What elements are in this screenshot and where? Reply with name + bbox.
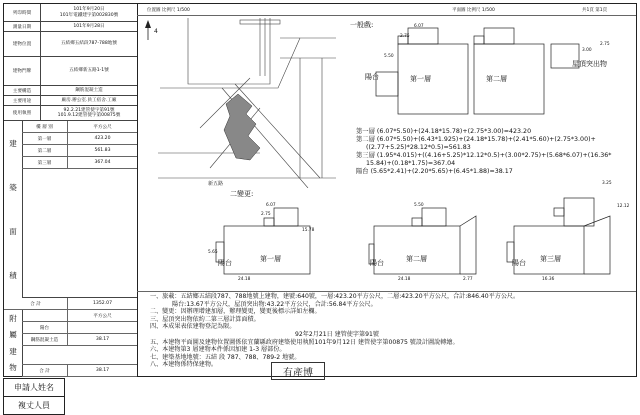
formula-balcony: 陽台 (5.65*2.41)+(2.20*5.65)+(6.45*1.88)=38.17 (356, 168, 513, 175)
area-floor: 第一層 (22, 133, 68, 144)
change-heading: 二變更: (230, 190, 254, 198)
vlabel-char: 積 (9, 270, 17, 280)
info-row-permit (4, 106, 137, 121)
note-line: 四、本成果表依建物登記為限。 (150, 323, 236, 331)
vlabel-char: 屬 (9, 330, 17, 340)
annex-header (22, 310, 137, 322)
area-floor: 第三層 (22, 157, 68, 168)
dim-top-c: 2.75 (400, 34, 410, 39)
applicant-name-field: 申請人姓名 (3, 378, 65, 397)
site-map-drawing (140, 18, 336, 188)
dim-mid-c: 2.75 (261, 212, 271, 217)
dim-top-b: 5.50 (384, 54, 394, 59)
label-balcony-4: 陽台 (512, 259, 526, 267)
notes-rule (137, 291, 636, 292)
site-map (140, 18, 336, 188)
note-line: 一、旅載：五結鄉五結段787、788地號上建物，建號:640號，一層:423.20平方公尺，二層:423.20平方公尺，合計:846.40平方公尺。 (150, 293, 520, 300)
label-floor3: 第三層 (540, 255, 561, 263)
vlabel-char: 建 (9, 346, 17, 356)
area-row (22, 133, 137, 145)
dim-h2: 2.77 (463, 277, 473, 282)
dim-w2: 24.18 (398, 277, 411, 282)
note-line: 六、本建物第3 層建物本件係因加建 1-3 層部份。 (150, 346, 286, 354)
note-line: 二、變更：因辦理增建加層，辦理變更，變更後標示詳如左欄。 (150, 308, 321, 316)
info-label: 建物位置 (4, 32, 41, 56)
area-total-value: 1352.07 (93, 301, 112, 306)
plan-label: 平面圖 比例尺 1/500 (452, 8, 495, 13)
note-line: 五、本建物平面圖及建物位置圖係依宜蘭縣政府建築使用執照101年9月12日 建管使字第00875 號設計圖說轉繪。 (150, 338, 459, 346)
formula-floor2-cont: ((2.77+5.25)*28.12*0.5)=561.83 (366, 144, 471, 151)
info-value: 廠房.辦公室.員工宿舍.工廠 (61, 97, 117, 103)
note-line: 92年2月21日 建管使字第91號 (295, 331, 379, 339)
dim-mid-a: 6.07 (266, 203, 276, 208)
area-value: 423.20 (94, 136, 111, 141)
vlabel-char: 附 (9, 313, 17, 323)
location-map-label: 位置圖 比例尺 1/500 (147, 8, 190, 13)
info-value: 五結鄉新五路1-1號 (69, 68, 109, 74)
info-row-structure (4, 86, 137, 96)
info-value: 101年9月28日 (73, 23, 105, 29)
area-floor: 第二層 (22, 145, 68, 156)
annex-floor: 鋼筋混凝土造 (22, 334, 68, 345)
surveyor-field: 複丈人員 (3, 396, 65, 415)
dim-roof-h: 3.00 (582, 48, 592, 53)
dim-mid-b: 5.50 (414, 203, 424, 208)
annex-row (22, 322, 137, 334)
dim-top-a: 6.07 (414, 24, 424, 29)
label-balcony-2: 陽台 (218, 259, 232, 267)
info-label: 主要構造 (4, 86, 41, 95)
annex-header-unit: 平方公尺 (93, 313, 112, 319)
info-value: 鋼筋混凝土造 (75, 87, 103, 93)
north-arrow-label: 4 (154, 28, 158, 35)
road-label: 新五路 (208, 181, 224, 187)
vlabel-char: 建 (9, 138, 17, 148)
label-floor2-b: 第二層 (406, 255, 427, 263)
info-row-print (4, 4, 137, 22)
note-line: 陽台:13.67平方公尺，屋頂突出物:43.22平方公尺，合計:56.84平方公尺。 (172, 300, 377, 308)
area-value: 561.83 (94, 148, 111, 153)
note-line: 七、建築基地地號：五結 段 787、788、789-2 地號。 (150, 353, 301, 361)
info-row-use (4, 96, 137, 106)
annex-total-row (22, 365, 137, 377)
info-label: 主要用途 (4, 96, 41, 105)
label-floor1-a: 第一層 (410, 75, 431, 83)
label-balcony-3: 陽台 (370, 259, 384, 267)
formula-floor3-cont: 15.84)+(0.18*1.75)=367.04 (366, 160, 456, 167)
annex-vertical-label (4, 310, 23, 376)
page-label: 共1頁 第1頁 (582, 8, 608, 13)
area-row (22, 145, 137, 157)
annex-total-label: 合 計 (22, 365, 68, 376)
annex-value: 38.17 (95, 337, 110, 342)
area-vertical-label (4, 121, 23, 297)
area-header-floor: 樓 層 別 (22, 121, 68, 132)
formula-floor2: 第二層 (6.07*5.50)+(6.43*1.925)+(24.18*15.78)+(2.41*5.60)+(2.75*3.00)+ (356, 136, 596, 143)
info-value: 92.2.21建管使字第91號 101.9.12建管使字第00875號 (57, 107, 121, 118)
formula-floor3: 第三層 (1.95*4.015)+((4.16+5.25)*12.12*0.5)+(3.00*2.75)+(5.68*6.07)+(16.36* (356, 152, 612, 159)
area-total-label: 合 計 (4, 298, 68, 309)
area-row (22, 157, 137, 169)
dim-h1: 5.65 (208, 250, 218, 255)
annex-blank (22, 346, 137, 365)
vlabel-char: 面 (9, 226, 17, 236)
dim-right-a: 3.25 (602, 181, 612, 186)
header-rule (137, 15, 636, 16)
note-line: 三、屋頂突出物依約二第三層計算面積。 (150, 315, 260, 323)
info-panel (4, 4, 138, 376)
dim-side: 15.78 (302, 228, 315, 233)
formula-floor1: 第一層 (6.07*5.50)+(24.18*15.78)+(2.75*3.00)=423.20 (356, 128, 532, 135)
dim-right-b: 12.12 (617, 204, 630, 209)
vlabel-char: 築 (9, 182, 17, 192)
info-value: 五結鄉五結段787-788地號 (61, 41, 117, 47)
label-roof: 屋頂突出物 (572, 60, 607, 68)
info-label: 測量日期 (4, 22, 41, 31)
note-line: 八、本建物係特保建物。 (150, 361, 218, 369)
info-row-location (4, 32, 137, 57)
dim-w1: 24.18 (238, 277, 251, 282)
area-header (22, 121, 137, 133)
annex-row (22, 334, 137, 346)
annex-floor: 陽台 (22, 322, 68, 333)
plan-bottom-drawing (214, 194, 636, 286)
annex-total-value: 38.17 (95, 368, 110, 373)
notes-block (150, 293, 519, 369)
annex-header-floor (22, 310, 68, 321)
survey-sheet (3, 3, 637, 377)
info-value: 101年9月20日 101年電鐵建字第002830號 (59, 7, 119, 18)
area-header-unit: 平方公尺 (93, 124, 112, 130)
info-label: 使用執照 (4, 106, 41, 120)
info-label: 列印時間 (4, 4, 41, 21)
info-row-address (4, 57, 137, 86)
dim-roof-w: 2.75 (600, 42, 610, 47)
seal-stamp: 有產博 (271, 362, 325, 380)
label-floor1-b: 第一層 (260, 255, 281, 263)
dim-w3: 16.36 (542, 277, 555, 282)
area-blank (22, 169, 137, 298)
info-row-date (4, 22, 137, 32)
info-label: 建物門牌 (4, 57, 41, 85)
label-balcony-1: 陽台 (365, 73, 379, 81)
annex-value (68, 322, 137, 333)
vlabel-char: 物 (9, 363, 17, 373)
label-floor2-a: 第二層 (486, 75, 507, 83)
area-total-row (4, 298, 137, 310)
area-value: 367.04 (94, 160, 111, 165)
general-heading: 一般戲: (350, 21, 374, 29)
